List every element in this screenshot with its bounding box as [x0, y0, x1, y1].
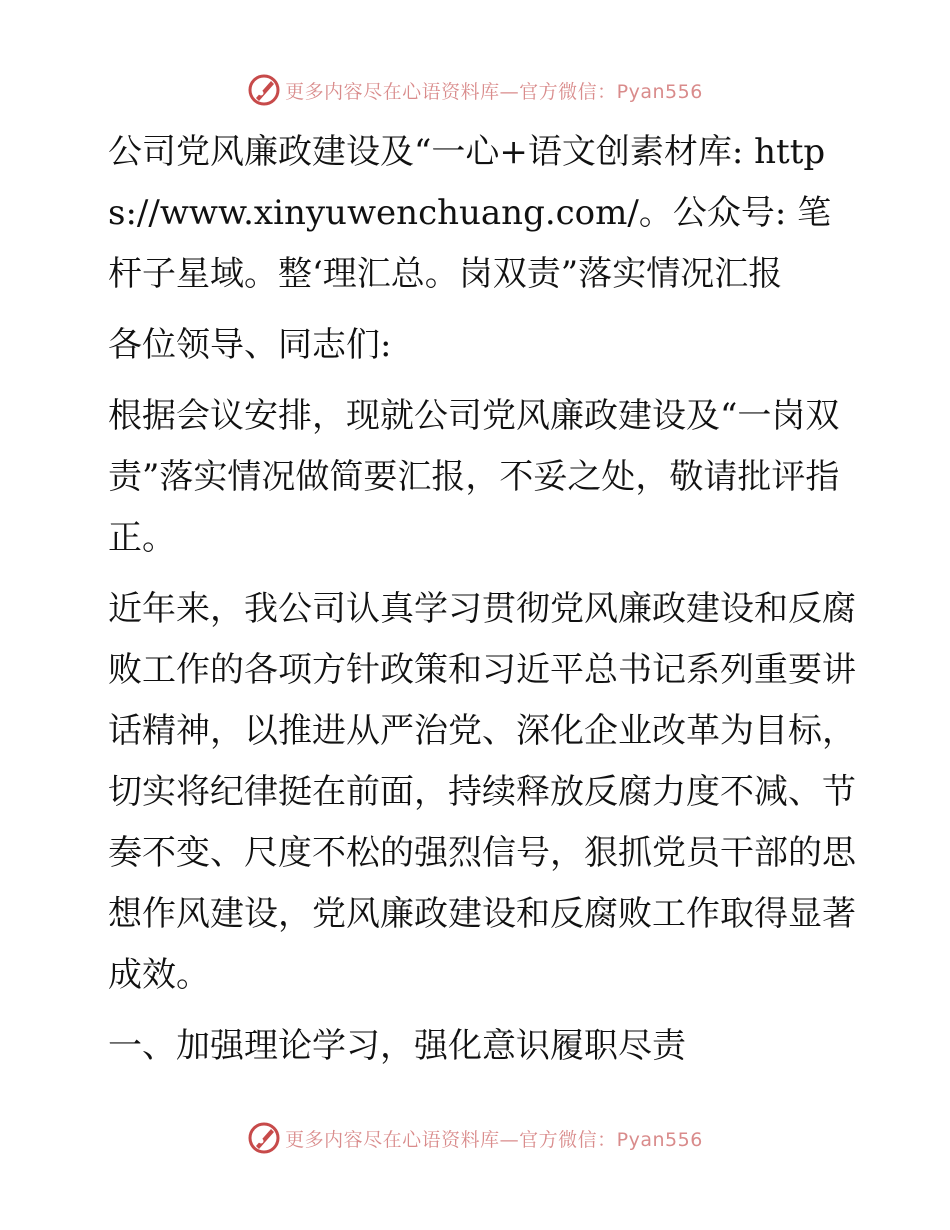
banner-handle: Pyan556: [616, 1128, 703, 1151]
document-title: 公司党风廉政建设及“一心+语文创素材库: https://www.xinyuwenchuang.com/。公众号: 笔杆子星域。整‘理汇总。岗双责”落实情况汇报: [108, 132, 832, 294]
pen-logo-icon: [247, 1121, 281, 1155]
header-banner: [0, 70, 950, 110]
banner-text: 更多内容尽在心语资料库—官方微信：Pyan556: [285, 80, 703, 103]
document-body: [98, 122, 858, 1077]
footer-banner: [0, 1118, 950, 1158]
banner-handle: Pyan556: [616, 80, 703, 103]
greeting: 各位领导、同志们:: [108, 325, 392, 365]
paragraph-1: 根据会议安排，现就公司党风廉政建设及“一岗双责”落实情况做简要汇报，不妥之处，敬请批评指正。: [108, 396, 840, 558]
section-heading: 一、加强理论学习，强化意识履职尽责: [108, 1026, 686, 1066]
pen-logo-icon: [247, 73, 281, 107]
paragraph-2: 近年来，我公司认真学习贯彻党风廉政建设和反腐败工作的各项方针政策和习近平总书记系列重要讲话精神，以推进从严治党、深化企业改革为目标，切实将纪律挺在前面，持续释放反腐力度不减、节奏不变、尺度不松的强烈信号，狠抓党员干部的思想作风建设，党风廉政建设和反腐败工作取得显著成效。: [108, 589, 856, 995]
banner-text: 更多内容尽在心语资料库—官方微信：Pyan556: [285, 1128, 703, 1151]
